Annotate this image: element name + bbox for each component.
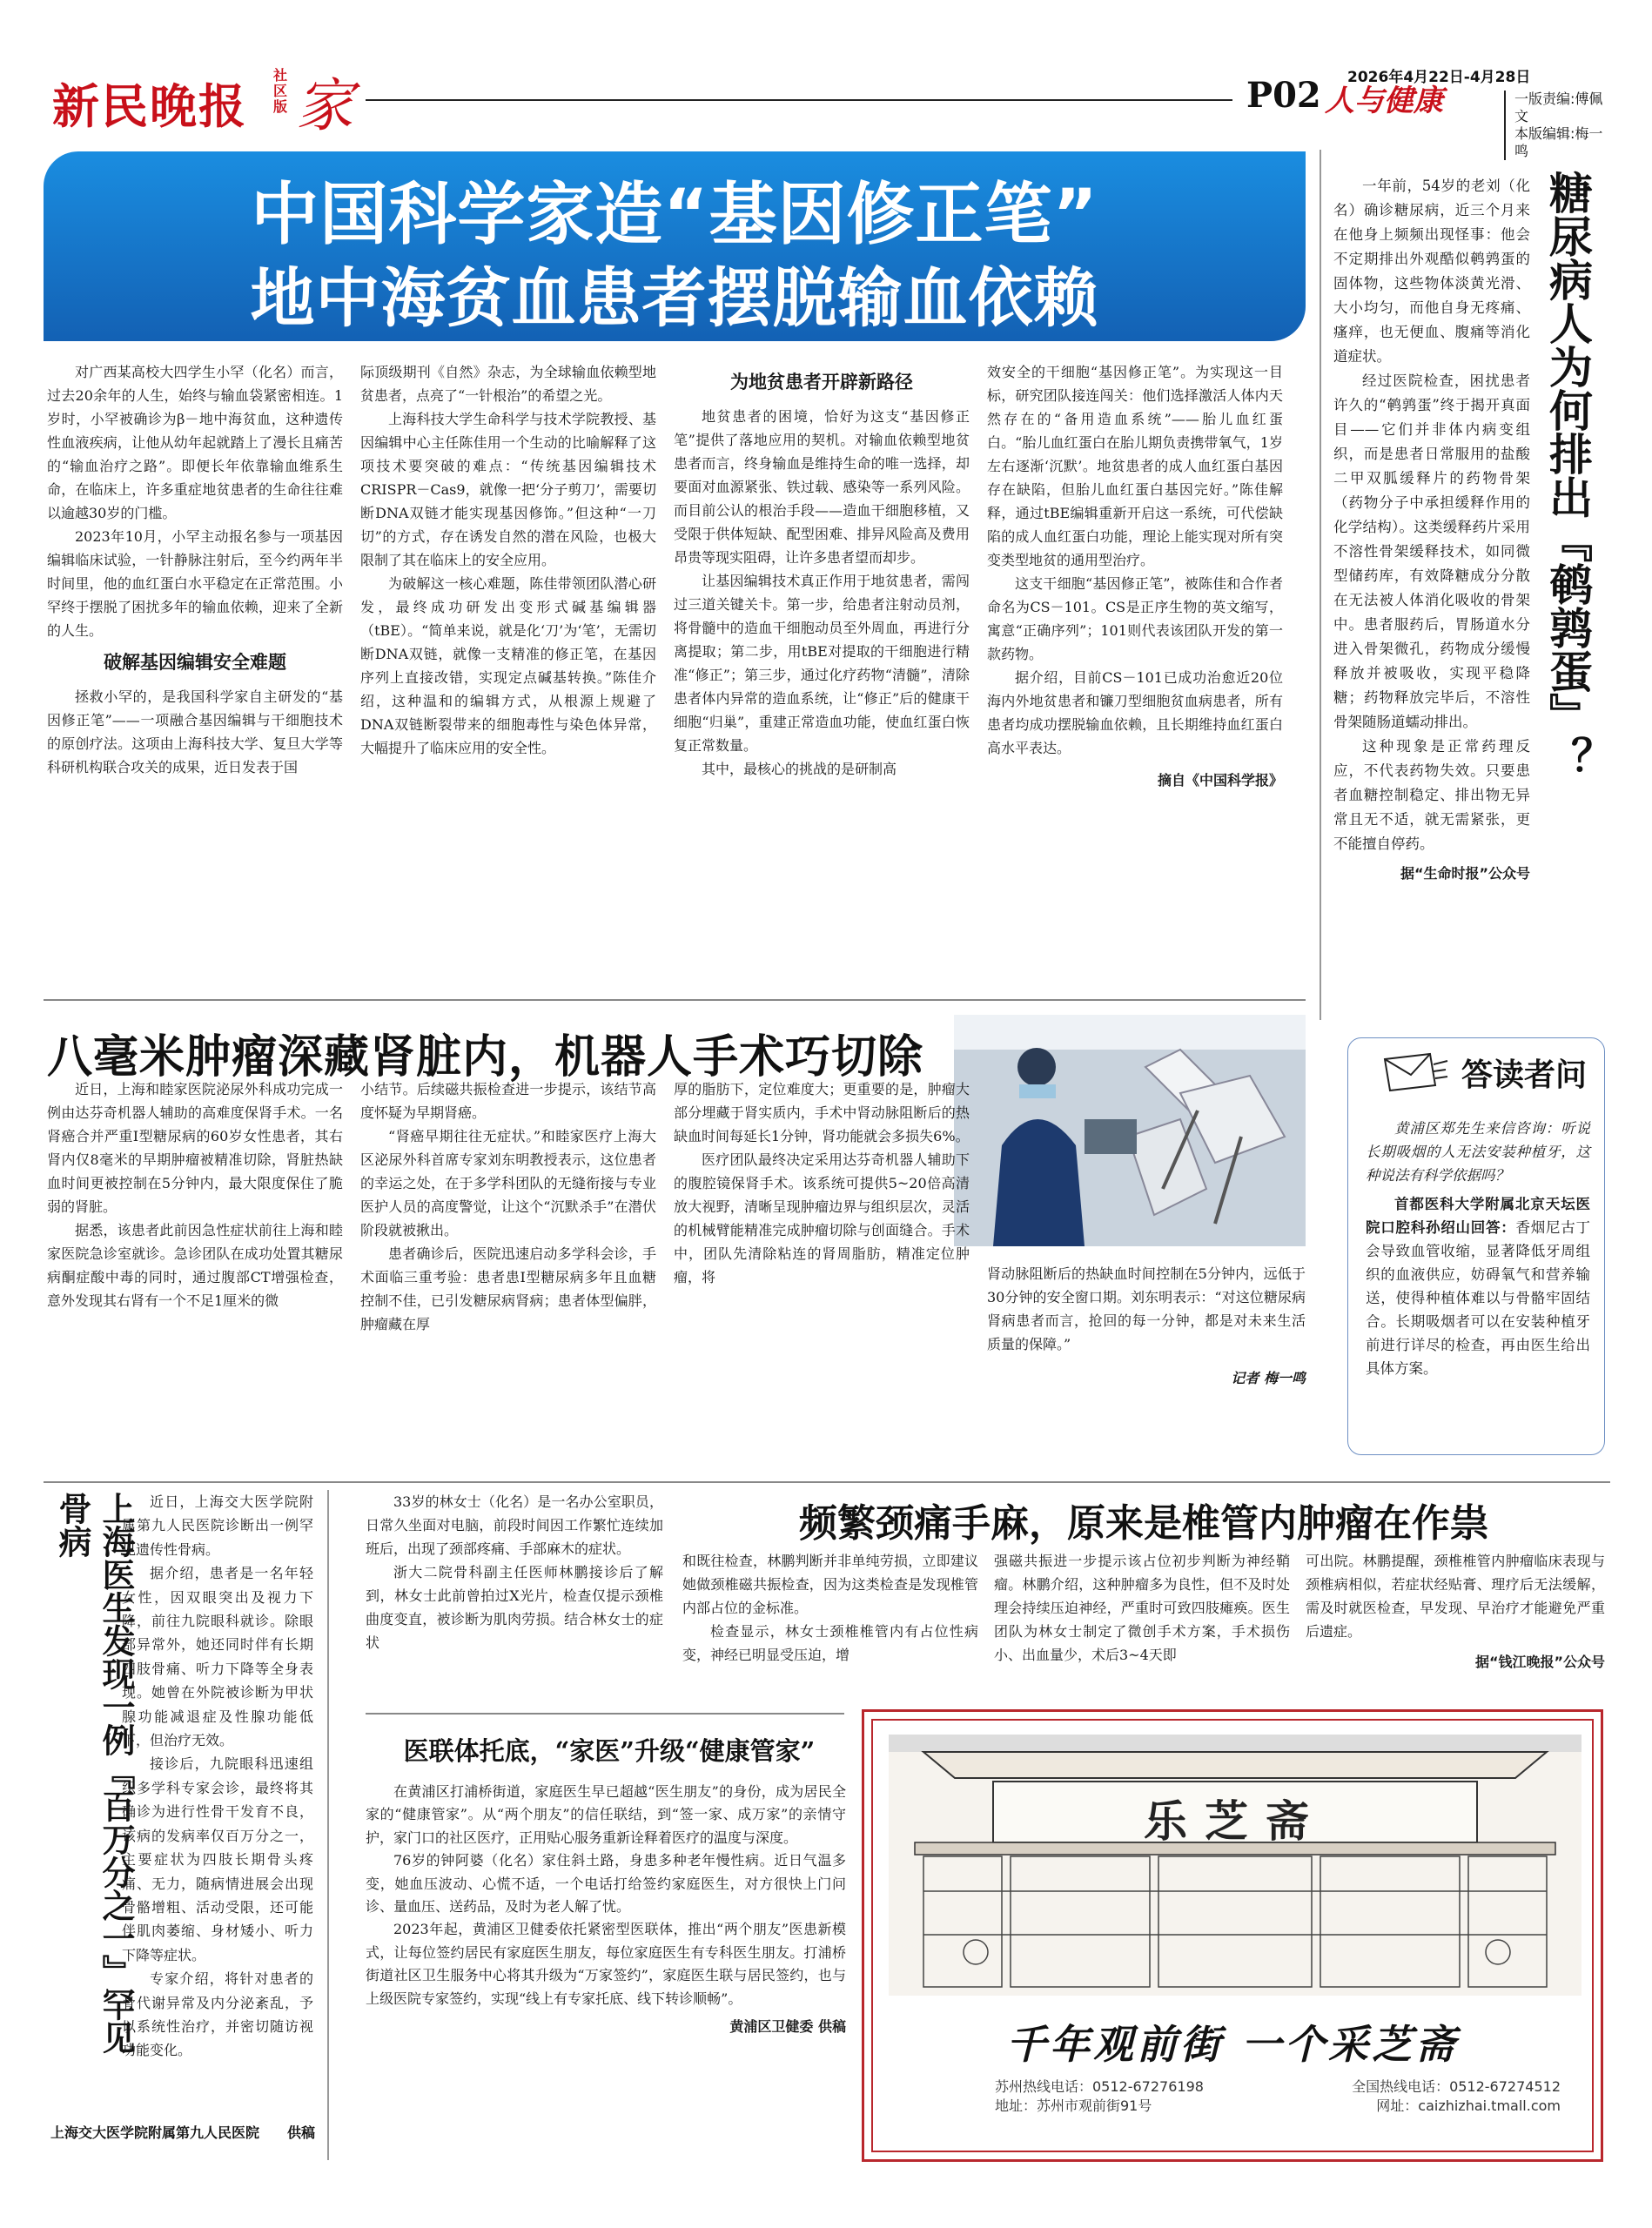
lead-col-2 (360, 360, 656, 760)
section-rule-2 (44, 1481, 1610, 1483)
masthead (42, 64, 1608, 159)
paragraph: 医疗团队最终决定采用达芬奇机器人辅助下的腹腔镜保肾手术。该系统可提供5~20倍高清放大视野，清晰呈现肿瘤边界与组织层次，灵活的机械臂能精准完成肿瘤切除与创面缝合。手术中，团队先清除粘连的肾周脂肪，精准定位肿瘤，将 (674, 1151, 970, 1285)
paragraph: “肾癌早期往往无症状。”和睦家医疗上海大区泌尿外科首席专家刘东明教授表示，这位患者的幸运之处，在于多学科团队的无缝衔接与专业医护人员的高度警觉，让这个“沉默杀手”在潜伏阶段就被揪出。 (360, 1128, 656, 1238)
paragraph: 据介绍，目前CS－101已成功治愈近20位海内外地贫患者和镰刀型细胞贫血病患者，所有患者均成功摆脱输血依赖，且长期维持血红蛋白高水平表达。 (987, 669, 1283, 756)
paragraph: 拯救小罕的，是我国科学家自主研发的“基因修正笔”——一项融合基因编辑与干细胞技术的原创疗法。这项由上海科技大学、复旦大学等科研机构联合攻关的成果，近日发表于国 (47, 688, 343, 775)
lead-credit: 摘自《中国科学报》 (1157, 772, 1283, 789)
eye-credit-tag: 供稿 (286, 2124, 315, 2141)
robot-headline: 八毫米肿瘤深藏肾脏内，机器人手术巧切除 (47, 1031, 924, 1084)
paragraph: 可出院。林鹏提醒，颈椎椎管内肿瘤临床表现与颈椎病相似，若症状经贴膏、理疗后无法缓解，需及时就医检查，早发现、早治疗才能避免严重后遗症。 (1306, 1553, 1605, 1640)
paragraph: 在黄浦区打浦桥街道，家庭医生早已超越“医生朋友”的身份，成为居民全家的“健康管家”。从“两个朋友”的信任联结，到“签一家、成万家”的亲情守护，家门口的社区医疗，正用贴心服务重新诠释着医疗的温度与深度。 (366, 1783, 846, 1846)
paragraph: 患者确诊后，医院迅速启动多学科会诊，手术面临三重考验：患者患I型糖尿病多年且血糖控制不佳，已引发糖尿病肾病；患者体型偏胖，肿瘤藏在厚 (360, 1245, 656, 1332)
column-divider-left (327, 1490, 329, 2160)
paragraph: 其中，最核心的挑战的是研制高 (702, 761, 897, 777)
paragraph: 这支干细胞“基因修正笔”，被陈佳和合作者命名为CS－101。CS是正序生物的英文缩写，寓意“正确序列”；101则代表该团队开发的第一款药物。 (987, 575, 1283, 662)
paragraph: 检查显示，林女士颈椎椎管内有占位性病变，神经已明显受压迫，增 (682, 1623, 978, 1663)
advert-contacts (995, 2077, 1561, 2116)
lead-headline-line2: 地中海贫血患者摆脱输血依赖 (250, 261, 1099, 336)
robot-col-3 (674, 1077, 970, 1289)
qa-question: 黄浦区郑先生来信咨询：听说长期吸烟的人无法安装种植牙，这种说法有科学依据吗？ (1366, 1120, 1590, 1184)
paragraph: 近日，上海交大医学院附属第九人民医院诊断出一例罕见遗传性骨病。 (122, 1493, 313, 1558)
paragraph: 效安全的干细胞“基因修正笔”。为实现这一目标，研究团队接连闯关：他们选择激活人体内天然存在的“备用造血系统”——胎儿血红蛋白。“胎儿血红蛋白在胎儿期负责携带氧气，1岁左右逐渐‘沉默’。地贫患者的成人血红蛋白基因存在缺陷，但胎儿血红蛋白基因完好。”陈佳解释，通过tBE编辑重新开启这一系统，可代偿缺陷的成人血红蛋白功能，理论上能实现对所有突变类型地贫的通用型治疗。 (987, 364, 1283, 568)
neck-credit: 据“钱江晚报”公众号 (1474, 1654, 1605, 1670)
family-doctor-credit: 黄浦区卫健委 供稿 (729, 2018, 846, 2036)
advert-slogan: 千年观前街 一个采芝斋 (1005, 2021, 1459, 2068)
robot-col-2 (360, 1077, 656, 1336)
lead-headline-line1: 中国科学家造“基因修正笔” (251, 176, 1098, 254)
paragraph: 和既往检查，林鹏判断并非单纯劳损，立即建议她做颈椎磁共振检查，因为这类检查是发现椎管内部占位的金标准。 (682, 1553, 978, 1616)
advert-address: 地址：苏州市观前街91号 (995, 2097, 1152, 2114)
paragraph: 据介绍，患者是一名年轻女性，因双眼突出及视力下降，前往九院眼科就诊。除眼部异常外，她还同时伴有长期四肢骨痛、听力下降等全身表现。她曾在外院被诊断为甲状腺功能减退症及性腺功能低下，但治疗无效。 (122, 1565, 313, 1749)
advert-hotlines (995, 2077, 1561, 2097)
paragraph: 专家介绍，将针对患者的骨代谢异常及内分泌紊乱，予以系统性治疗，并密切随访视功能变化。 (122, 1970, 313, 2059)
qa-answer-text: 香烟尼古丁会导致血管收缩，显著降低牙周组织的血液供应，妨碍氧气和营养输送，使得种植体难以与骨骼牢固结合。长期吸烟者可以在安装种植牙前进行详尽的检查，再由医生给出具体方案。 (1366, 1219, 1590, 1377)
lead-headline-banner (44, 151, 1306, 341)
sidebar-divider (1320, 150, 1321, 1020)
paragraph: 厚的脂肪下，定位难度大；更重要的是，肿瘤大部分埋藏于肾实质内，手术中肾动脉阻断后的热缺血时间每延长1分钟，肾功能就会多损失6%。 (674, 1081, 970, 1144)
paragraph: 对广西某高校大四学生小罕（化名）而言，过去20余年的人生，始终与输血袋紧密相连。1岁时，小罕被确诊为β－地中海贫血，这种遗传性血液疾病，让他从幼年起就踏上了漫长且痛苦的“输血治疗之路”。即便长年依靠输血维系生命，在临床上，许多重症地贫患者的生命往往难以逾越30岁的门槛。 (47, 364, 343, 521)
eye-credit (50, 2122, 315, 2142)
neck-col-4 (1306, 1549, 1605, 1674)
paragraph: 2023年起，黄浦区卫健委依托紧密型医联体，推出“两个朋友”医患新模式，让每位签约居民有家庭医生朋友，每位家庭医生有专科医生朋友。打浦桥街道社区卫生服务中心将其升级为“万家签约”，家庭医生联与居民签约，也与上级医院专家签约，实现“线上有专家托底、线下转诊顺畅”。 (366, 1921, 846, 2007)
masthead-rule (366, 99, 1232, 101)
paragraph: 肾动脉阻断后的热缺血时间控制在5分钟内，远低于30分钟的安全窗口期。刘东明表示：“对这位糖尿病肾病患者而言，抢回的每一分钟，都是对未来生活质量的保障。” (987, 1265, 1306, 1352)
paragraph: 近日，上海和睦家医院泌尿外科成功完成一例由达芬奇机器人辅助的高难度保肾手术。一名肾癌合并严重I型糖尿病的60岁女性患者，其右肾内仅8毫米的早期肿瘤被精准切除，肾脏热缺血时间更被控制在5分钟内，最大限度保住了脆弱的肾脏。 (47, 1081, 343, 1215)
robot-col-4 (987, 1262, 1306, 1390)
paragraph: 76岁的钟阿婆（化名）家住斜土路，身患多种老年慢性病。近日气温多变，她血压波动、心慌不适，一个电话打给签约家庭医生，对方很快上门问诊、量血压、送药品，及时为老人解了忧。 (366, 1852, 846, 1916)
qa-title: 答读者问 (1461, 1057, 1588, 1093)
eye-body (122, 1490, 313, 2063)
advert-website: 网址：caizhizhai.tmall.com (1376, 2097, 1561, 2114)
paragraph: 际顶级期刊《自然》杂志，为全球输血依赖型地贫患者，点亮了“一针根治”的希望之光。 (360, 364, 656, 404)
page-editor-label: 本版编辑:梅一鸣 (1514, 125, 1603, 159)
section-name: 人与健康 (1325, 84, 1443, 118)
neck-col-1 (366, 1490, 663, 1654)
lead-col-3 (674, 360, 970, 781)
neck-col-3 (994, 1549, 1290, 1667)
paragraph: 据悉，该患者此前因急性症状前往上海和睦家医院急诊室就诊。急诊团队在成功处置其糖尿病酮症酸中毒的同时，通过腹部CT增强检查，意外发现其右肾有一个不足1厘米的微 (47, 1222, 343, 1309)
lead-col-1 (47, 360, 343, 779)
paragraph: 接诊后，九院眼科迅速组织多学科专家会诊，最终将其确诊为进行性骨干发育不良，该病的发病率仅百万分之一，主要症状为四肢长期骨头疼痛、无力，随病情进展会出现骨骼增粗、活动受限，还可能伴肌肉萎缩、身材矮小、听力下降等症状。 (122, 1755, 313, 1963)
qa-answer-label: 首都医科大学附属北京天坛医院口腔科孙绍山回答： (1366, 1196, 1590, 1236)
hotline-national: 全国热线电话：0512-67274512 (1352, 2078, 1561, 2095)
eye-credit-org: 上海交大医学院附属第九人民医院 (50, 2124, 260, 2141)
advert-frame (862, 1709, 1603, 2162)
qa-box (1347, 1037, 1605, 1455)
robot-col-1 (47, 1077, 343, 1312)
paragraph: 让基因编辑技术真正作用于地贫患者，需闯过三道关键关卡。第一步，给患者注射动员剂，将骨髓中的造血干细胞动员至外周血，再进行分离提取；第二步，用tBE对提取的干细胞进行精准“修正”；第三步，通过化疗药物“清髓”，清除患者体内异常的造血系统，让“修正”后的健康干细胞“归巢”，重建正常造血功能，使血红蛋白恢复正常数量。 (674, 573, 970, 754)
envelope-icon (1380, 1050, 1449, 1092)
paragraph: 地贫患者的困境，恰好为这支“基因修正笔”提供了落地应用的契机。对输血依赖型地贫患者而言，终身输血是维持生命的唯一选择，却要面对血源紧张、铁过载、感染等一系列风险。而目前公认的根治手段——造血干细胞移植，又受限于供体短缺、配型困难、排异风险高及费用昂贵等现实阻碍，让许多患者望而却步。 (674, 408, 970, 566)
paragraph: 经过医院检查，困扰患者许久的“鹌鹑蛋”终于揭开真面目——它们并非体内病变组织，而是患者日常服用的盐酸二甲双胍缓释片的药物骨架（药物分子中承担缓释作用的化学结构）。这类缓释药片采用不溶性骨架缓释技术，如同微型储药库，有效降糖成分分散在无法被人体消化吸收的骨架中。患者服药后，胃肠道水分进入骨架微孔，药物成分缓慢释放并被吸收，实现平稳降糖；药物释放完毕后，不溶性骨架随肠道蠕动排出。 (1333, 372, 1530, 730)
qa-content (1366, 1117, 1590, 1380)
qa-answer (1366, 1192, 1590, 1380)
paragraph: 这种现象是正常药理反应，不代表药物失效。只要患者血糖控制稳定、排出物无异常且无不适，就无需紧张，更不能擅自停药。 (1333, 738, 1530, 852)
edition-mark: 家 (296, 72, 353, 139)
family-doctor-headline: 医联体托底，“家医”升级“健康管家” (403, 1736, 816, 1766)
paragraph: 强磁共振进一步提示该占位初步判断为神经鞘瘤。林鹏介绍，这种肿瘤多为良性，但不及时处理会持续压迫神经，严重时可致四肢瘫痪。医生团队为林女士制定了微创手术方案，手术损伤小、出血量少，术后3~4天即 (994, 1553, 1290, 1663)
paragraph: 为破解这一核心难题，陈佳带领团队潜心研发，最终成功研发出变形式碱基编辑器（tBE）。“简单来说，就是化‘刀’为‘笔’，无需切断DNA双链，就像一支精准的修正笔，在基因序列上直接改错，实现定点碱基转换。”陈佳介绍，这种温和的编辑方式，从根源上规避了DNA双链断裂带来的细胞毒性与染色体异常，大幅提升了临床应用的安全性。 (360, 575, 656, 756)
advert-address-row (995, 2097, 1561, 2116)
hotline-suzhou: 苏州热线电话：0512-67276198 (995, 2078, 1204, 2095)
paragraph: 浙大二院骨科副主任医师林鹏接诊后了解到，林女士此前曾拍过X光片，检查仅提示颈椎曲度变直，被诊断为肌肉劳损。结合林女士的症状 (366, 1564, 663, 1651)
store-sign: 乐芝斋 (1144, 1795, 1326, 1847)
lead-subhead-2: 为地贫患者开辟新路径 (730, 372, 913, 393)
neck-col-2 (682, 1549, 978, 1667)
robot-surgery-photo (954, 1015, 1306, 1246)
editor-label: 一版责编:傅佩文 (1514, 91, 1603, 124)
editor-credits (1504, 91, 1608, 160)
newspaper-logo: 新民晚报 (52, 78, 247, 134)
robot-credit: 记者 梅一鸣 (1231, 1370, 1306, 1386)
neck-headline: 频繁颈痛手麻，原来是椎管内肿瘤在作祟 (799, 1501, 1488, 1546)
section-rule-3 (366, 1713, 844, 1715)
sidebar-body (1333, 174, 1530, 886)
eye-headline: 上海医生发现一例『百万分之一』罕见骨病 (53, 1492, 136, 2054)
edition-label: 社区版 (273, 67, 288, 115)
paragraph: 一年前，54岁的老刘（化名）确诊糖尿病，近三个月来在他身上频频出现怪事：他会不定期排出外观酷似鹌鹑蛋的固体物，这些物体淡黄光滑、大小均匀，而他自身无疼痛、瘙痒，也无便血、腹痛等消化道症状。 (1333, 178, 1530, 365)
family-doctor-body (366, 1781, 846, 2038)
lead-col-4 (987, 360, 1283, 792)
sidebar-headline: 糖尿病人为何排出『鹌鹑蛋』？ (1542, 171, 1594, 780)
section-rule-1 (44, 999, 1306, 1001)
page-number: P02 (1246, 75, 1321, 116)
paragraph: 2023年10月，小罕主动报名参与一项基因编辑临床试验，一针静脉注射后，至今约两年半时间里，他的血红蛋白水平稳定在正常范围。小罕终于摆脱了困扰多年的输血依赖，迎来了全新的人生。 (47, 528, 343, 639)
sidebar-credit: 据“生命时报”公众号 (1400, 865, 1530, 882)
paragraph: 小结节。后续磁共振检查进一步提示，该结节高度怀疑为早期肾癌。 (360, 1081, 656, 1121)
lead-subhead-1: 破解基因编辑安全难题 (104, 652, 286, 673)
paragraph: 33岁的林女士（化名）是一名办公室职员，日常久坐面对电脑，前段时间因工作繁忙连续加班后，出现了颈部疼痛、手部麻木的症状。 (366, 1493, 663, 1557)
date-range: 2026年4月22日-4月28日 (1347, 69, 1531, 86)
paragraph: 上海科技大学生命科学与技术学院教授、基因编辑中心主任陈佳用一个生动的比喻解释了这项技术要突破的难点：“传统基因编辑技术CRISPR－Cas9，就像一把‘分子剪刀’，需要切断DNA双链才能实现基因修饰。”但这种“一刀切”的方式，存在诱发自然的潜在风险，也极大限制了其在临床上的安全应用。 (360, 411, 656, 568)
storefront-illustration (889, 1735, 1581, 1996)
